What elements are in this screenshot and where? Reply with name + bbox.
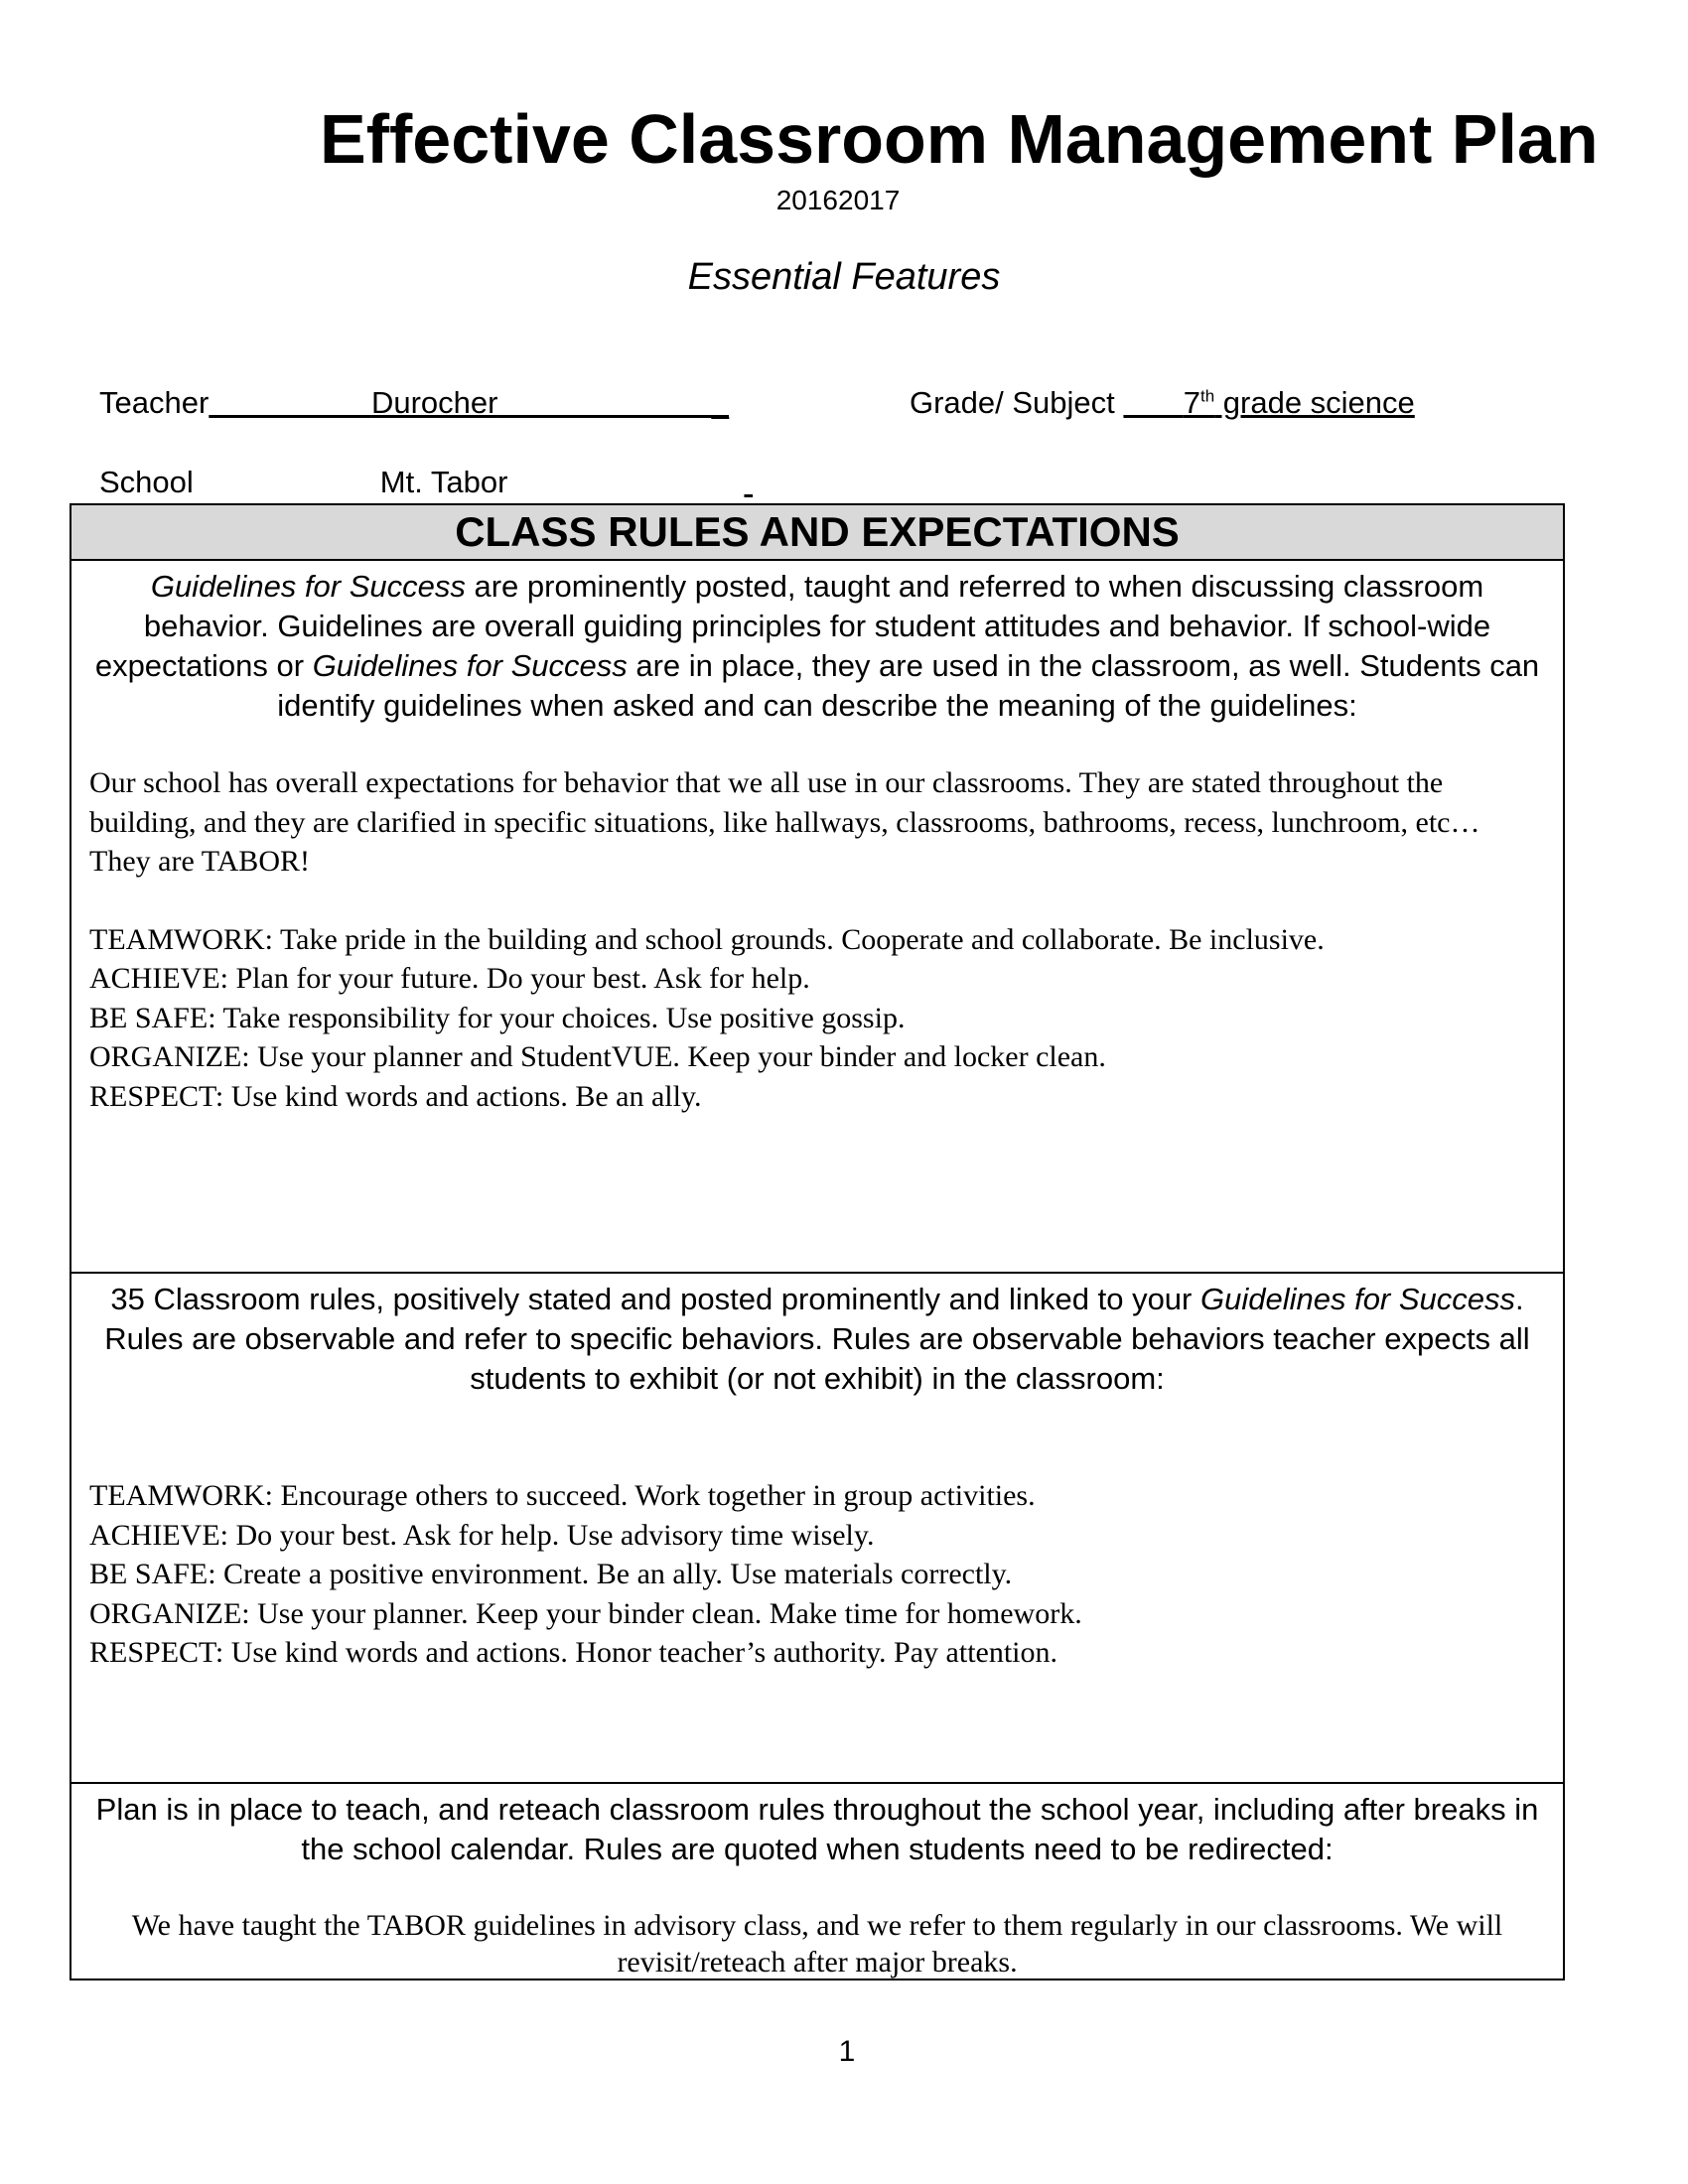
guidelines-prompt-text: are in place, they are used in the classroom, as well. Students can identify guidelines when asked and can describe the meaning of the guidelines: <box>277 648 1540 723</box>
rules-prompt-text: . Rules are observable and refer to specific behaviors. Rules are observable behaviors teacher expects all students to exhibit (or not exhibit) in the classroom: <box>104 1282 1530 1396</box>
guideline-item: ACHIEVE: Plan for your future. Do your best. Ask for help. <box>89 962 810 995</box>
guideline-item: ORGANIZE: Use your planner and StudentVUE. Keep your binder and locker clean. <box>89 1040 1106 1073</box>
school-year-text: 20162017 <box>775 185 901 215</box>
guidelines-prompt-text: are prominently posted, taught and referred to when discussing classroom behavior. Guidelines are overall guiding principles for student attitudes and behavior. If school-wide expectations or <box>94 569 1491 683</box>
rules-term: Guidelines for Success <box>1199 1282 1516 1316</box>
page-number <box>0 2035 1688 2069</box>
plan-prompt: Plan is in place to teach, and reteach classroom rules throughout the school year, including after breaks in the school calendar. Rules are quoted when students need to be redirected: <box>95 1792 1539 1866</box>
grade-label: Grade/ Subject <box>910 385 1115 420</box>
school-field <box>99 465 753 500</box>
guideline-item: TEAMWORK: Take pride in the building and school grounds. Cooperate and collaborate. Be inclusive. <box>89 922 1325 956</box>
school-label: School <box>99 465 194 499</box>
rule-item: ORGANIZE: Use your planner. Keep your binder clean. Make time for homework. <box>89 1596 1082 1630</box>
reteach-plan-cell <box>71 1784 1563 1979</box>
rules-prompt <box>71 1274 1563 1399</box>
guideline-item: BE SAFE: Take responsibility for your choices. Use positive gossip. <box>89 1001 906 1034</box>
guidelines-response <box>71 763 1563 1116</box>
section-header: CLASS RULES AND EXPECTATIONS <box>71 505 1563 561</box>
class-rules-table <box>70 503 1565 1980</box>
grade-subject-text: grade science <box>1214 385 1415 420</box>
rule-item: ACHIEVE: Do your best. Ask for help. Use advisory time wisely. <box>89 1518 875 1552</box>
teacher-field <box>99 385 729 421</box>
grade-subject-field <box>910 385 1415 421</box>
grade-value <box>1123 385 1414 420</box>
page-number-text: 1 <box>838 2035 856 2068</box>
guideline-item: RESPECT: Use kind words and actions. Be an ally. <box>89 1079 702 1113</box>
rules-prompt-text: 35 Classroom rules, positively stated and posted prominently and linked to your <box>110 1282 1200 1316</box>
page-subtitle-text: Essential Features <box>687 256 1001 298</box>
teacher-value-text: Durocher <box>370 385 498 420</box>
teacher-value: Durocher _ <box>370 385 730 420</box>
plan-response: We have taught the TABOR guidelines in advisory class, and we refer to them regularly in our classrooms. We will revisit/reteach after major breaks. <box>131 1909 1503 1979</box>
guidelines-list <box>89 920 1545 1117</box>
grade-suffix: th <box>1199 386 1215 406</box>
rule-item: BE SAFE: Create a positive environment. Be an ally. Use materials correctly. <box>89 1558 1013 1590</box>
guidelines-term: Guidelines for Success <box>312 648 628 683</box>
school-year <box>0 185 1688 216</box>
school-value: Mt. Tabor <box>379 465 508 499</box>
page-subtitle <box>0 256 1688 299</box>
rule-item: TEAMWORK: Encourage others to succeed. Work together in group activities. <box>89 1479 1036 1512</box>
guidelines-prompt <box>71 561 1563 726</box>
rules-list <box>71 1476 1563 1673</box>
page-title: Effective Classroom Management Plan <box>320 100 1599 178</box>
rule-item: RESPECT: Use kind words and actions. Honor teacher’s authority. Pay attention. <box>89 1636 1058 1669</box>
guidelines-intro: Our school has overall expectations for behavior that we all use in our classrooms. They are stated throughout the building, and they are clarified in specific situations, like hallways, classrooms, bathrooms, recess, lunchroom, etc… They are TABOR! <box>89 766 1480 878</box>
guidelines-term: Guidelines for Success <box>150 569 466 604</box>
classroom-rules-cell <box>71 1274 1563 1784</box>
grade-number: 7 <box>1183 385 1200 420</box>
guidelines-cell <box>71 561 1563 1274</box>
teacher-label: Teacher <box>99 385 210 420</box>
